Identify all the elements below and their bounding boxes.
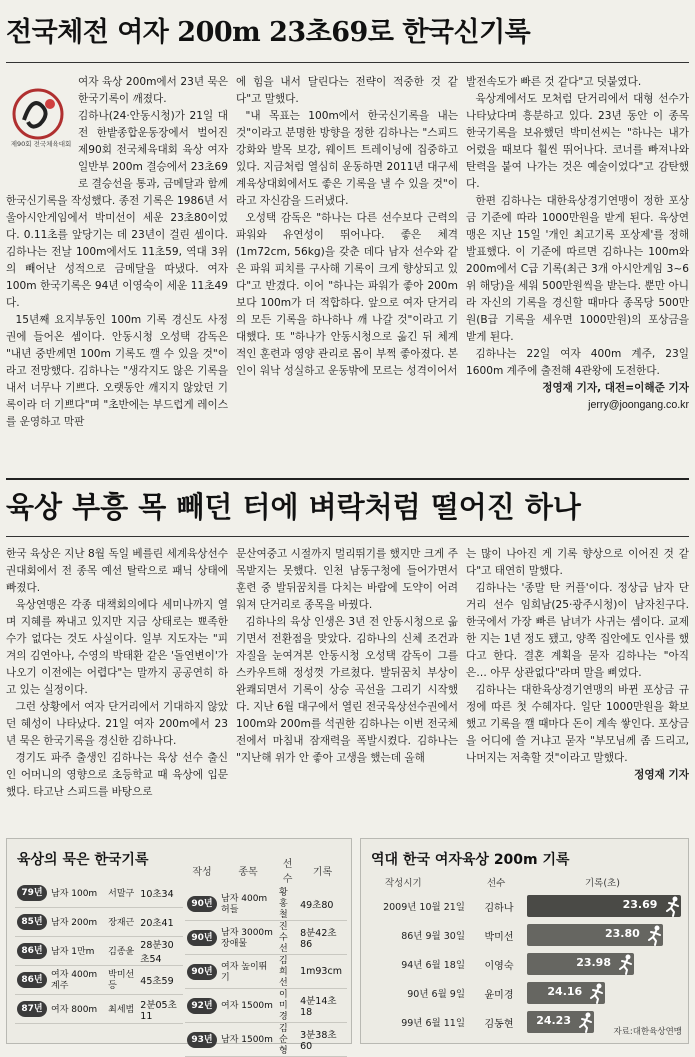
article1-col3 xyxy=(466,74,689,478)
article1-para: 육상계에서도 모처럼 단거리에서 대형 선수가 나타났다며 흥분하고 있다. 23년 동안 이 종목 한국기록을 보유했던 박미선씨는 "하나는 내가 어렸을 때보다 훨씬 뛰어나다. 코너를 빠져나와 탄력을 붙여 나가는 것은 예술이었다"고 감탄했다. xyxy=(466,93,689,190)
record-row xyxy=(15,966,183,995)
runner-icon xyxy=(589,982,605,1004)
record-value: 4분14초18 xyxy=(300,996,337,1018)
chart-source: 자료:대한육상연맹 xyxy=(613,1027,682,1037)
article2-col3 xyxy=(466,546,689,830)
article2-headline: 육상 부흥 목 빼던 터에 벼락처럼 떨어진 하나 xyxy=(6,490,581,524)
record-year-badge-cell xyxy=(15,995,49,1024)
article2-para: 김하나의 육상 인생은 3년 전 안동시청으로 옮기면서 전환점을 맞았다. 김하나의 신체 조건과 자질을 눈여겨본 안동시청 오성택 감독이 그를 스카우트해 정성껏 가르쳤다. 발뒤꿈치 부상이 완쾌되면서 기록이 상승 곡선을 그리기 시작했다. 지난 6월 대구에서 열린 전국육상선수권에서 100m와 200m를 석권한 김하나는 이번 전국체전에서 마침내 잠재력을 폭발시켰다. 김하나는 "지난해 위가 안 좋아 고생을 했는데 올해 xyxy=(236,616,458,764)
record-year-badge-cell xyxy=(15,879,49,908)
record-event: 남자 1만m xyxy=(51,946,95,957)
chart-row xyxy=(369,982,680,1004)
record-athlete: 김종윤 xyxy=(108,946,135,957)
chart-row xyxy=(369,895,680,917)
runner-icon xyxy=(647,924,663,946)
article1-para: 에 힘을 내서 달린다는 전략이 적중한 것 같다"고 말했다. xyxy=(236,76,458,105)
record-athlete: 김순형 xyxy=(278,1024,288,1056)
record-event-cell xyxy=(49,995,106,1024)
article1-para: 오성택 감독은 "하나는 다른 선수보다 근력의 파워와 유연성이 뛰어나다. 좋은 체격(1m72cm, 56kg)을 갖춘 데다 남자 선수와 같은 파워 피치를 구사해 기록이 크게 향상되고 있다"고 반겼다. 이어 "하나는 파워가 좋아 200m보다 100m가 더 적합하다. 앞으로 여자 단거리의 모든 기록을 하나하나 깨 나갈 것"이라고 기대했다. 또 "하나가 안동시청으로 옮긴 뒤 체계적인 훈련과 영양 관리로 몸이 부쩍 좋아졌다. 본인이 워낙 성실하고 운동밖에 모르는 성격이어서 xyxy=(236,212,458,377)
record-value: 28분30초54 xyxy=(140,940,174,965)
chart-value-label: 23.80 xyxy=(605,927,640,940)
record-year-badge-cell xyxy=(185,1023,219,1057)
article1-para: 15년째 요지부동인 100m 기록 경신도 사정권에 들어온 셈이다. 안동시청 오성택 감독은 "내년 중반께면 100m 기록도 깰 수 있을 것"이라고 전망했다. 김하나는 "생각지도 않은 기록을 내서 너무나 기쁘다. 오랫동안 깨지지 않았던 기록이라 더 기쁘다"며 "초반에는 부드럽게 레이스를 운영하고 막판 xyxy=(6,314,228,428)
record-row xyxy=(185,1023,347,1057)
chart-value-label: 23.98 xyxy=(576,956,611,969)
article2-para: 그런 상황에서 여자 단거리에서 기대하지 않았던 혜성이 나타났다. 21일 여자 200m에서 23년 묵은 한국기록을 경신한 김하나다. xyxy=(6,701,228,747)
article1-email[interactable]: jerry@joongang.co.kr xyxy=(588,399,689,411)
record-value: 3분38초60 xyxy=(300,1030,337,1052)
record-year-badge-cell xyxy=(185,887,219,921)
chart-col-record: 기록(초) xyxy=(585,878,620,889)
record-event-cell xyxy=(49,908,106,937)
record-event-cell xyxy=(219,955,277,989)
record-event: 여자 800m xyxy=(51,1004,98,1015)
chart-category-label: 94년 6월 18일 xyxy=(401,960,465,971)
chart-athlete-label: 김동현 xyxy=(484,1019,514,1030)
record-year-badge: 90년 xyxy=(187,930,217,946)
record-value-cell xyxy=(298,989,347,1023)
record-event: 남자 1500m xyxy=(221,1035,273,1045)
article1-para: 김하나는 22일 여자 400m 계주, 23일 1600m 계주에 출전해 4관왕에 도전한다. xyxy=(466,348,689,377)
article2-para: 는 많이 나아진 게 기록 향상으로 이어진 것 같다"고 태연히 말했다. xyxy=(466,548,689,577)
article2-para: 경기도 파주 출생인 김하나는 육상 선수 출신인 어머니의 영향으로 초등학교 때 육상에 입문했다. 타고난 스피드를 바탕으로 xyxy=(6,752,228,798)
record-event-cell xyxy=(49,937,106,966)
article2-col1 xyxy=(6,546,228,830)
record-value: 1m93cm xyxy=(300,966,342,977)
record-row xyxy=(185,921,347,955)
record-year-badge: 92년 xyxy=(187,998,217,1014)
record-athlete-cell xyxy=(277,1023,298,1057)
article1-para: 김하나(24·안동시청)가 21일 대전 한밭종합운동장에서 벌어진 제90회 전국체육대회 육상 여자 일반부 200m 결승에서 23초69로 결승선을 통과, 금메달과 함께 한국신기록을 작성했다. 종전 기록은 1986년 서울아시안게임에서 박미선이 세운 23초80이었다. 0.11초를 앞당기는 데 23년이 걸린 셈이다. 김하나는 전날 100m에서도 11초59, 역대 3위의 빼어난 성적으로 금메달을 따냈다. 여자 100m 한국기록은 94년 이영숙이 세운 11초49다. xyxy=(6,110,228,309)
chart-bar xyxy=(527,924,663,946)
record-event-cell xyxy=(219,921,277,955)
record-athlete: 최세범 xyxy=(108,1004,135,1015)
record-value-cell xyxy=(138,908,183,937)
record-value: 2분05초11 xyxy=(140,999,177,1022)
article2-para: 문산여중고 시절까지 멀리뛰기를 했지만 크게 주목받지는 못했다. 인천 남동구청에 들어가면서 훈련 중 발뒤꿈치를 다치는 바람에 도약이 어려워져 단거리로 종목을 바꿨다. xyxy=(236,548,458,611)
headline-rule xyxy=(6,62,689,63)
article1-lead: 여자 육상 200m에서 23년 묵은 한국기록이 깨졌다. xyxy=(78,76,228,105)
col-header-event: 종목 xyxy=(238,866,258,878)
record-athlete: 장재근 xyxy=(108,917,135,928)
article2-para: 김하나는 '종말 탄 커플'이다. 정상급 남자 단거리 선수 임희남(25·광주시청)이 남자친구다. 한국에서 가장 빠른 남녀가 사귀는 셈이다. 교제한 지는 1년 정도 됐고, 양쪽 집안에도 인사를 했다고 한다. 결혼 계획을 묻자 김하나는 "아직은… 아무 상관없다"라며 말을 삐었다. xyxy=(466,582,689,679)
record-athlete-cell xyxy=(106,879,138,908)
record-row xyxy=(185,887,347,921)
record-value-cell xyxy=(138,937,183,966)
chart-value-label: 24.23 xyxy=(536,1014,571,1027)
record-athlete: 진수선 xyxy=(278,922,288,954)
records-box xyxy=(6,838,352,1056)
record-event-cell xyxy=(49,966,106,995)
article2-para: 한국 육상은 지난 8월 독일 베를린 세계육상선수권대회에서 전 종목 예선 탈락으로 패닉 상태에 빠졌다. xyxy=(6,548,228,594)
record-event-cell xyxy=(219,887,277,921)
record-year-badge: 93년 xyxy=(187,1032,217,1048)
record-event: 여자 400m 계주 xyxy=(51,970,98,991)
chart-bar xyxy=(527,895,681,917)
record-year-badge: 90년 xyxy=(187,896,217,912)
chart-athlete-label: 박미선 xyxy=(484,932,514,943)
record-value-cell xyxy=(138,966,183,995)
record-year-badge-cell xyxy=(15,908,49,937)
chart-col-athlete: 선수 xyxy=(487,878,506,889)
chart-athlete-label: 이영숙 xyxy=(484,961,514,972)
records-table-right xyxy=(185,853,347,1057)
record-athlete-cell xyxy=(106,937,138,966)
logo-caption: 제90회 전국체육대회 xyxy=(10,140,72,148)
record-year-badge: 87년 xyxy=(17,1001,47,1017)
record-row xyxy=(15,995,183,1024)
record-value: 49초80 xyxy=(300,899,334,911)
chart-category-label: 86년 9월 30일 xyxy=(401,931,465,942)
article1-headline: 전국체전 여자 200m 23초69로 한국신기록 xyxy=(6,17,531,48)
record-year-badge: 86년 xyxy=(17,972,47,988)
records-table-left xyxy=(15,879,183,1024)
record-value-cell xyxy=(138,995,183,1024)
record-value-cell xyxy=(298,921,347,955)
record-value: 8분42초86 xyxy=(300,928,337,950)
record-athlete: 황홍철 xyxy=(278,888,288,920)
record-row xyxy=(185,955,347,989)
article1-para: 한편 김하나는 대한육상경기연맹이 정한 포상금 기준에 따라 1000만원을 받게 된다. 육상연맹은 지난 15일 '개인 최고기록 포상제'를 정해 발표했다. 이 기준에 따르면 김하나는 100m와 200m에서 C급 기록(최근 3개 아시안게임 3~6위 해당)을 세워 500만원씩을 받는다. 뿐만 아니라 자신의 기록을 경신할 때마다 종목당 500만원(B급 기록을 세우면 1000만원)의 포상금을 받게 된다. xyxy=(466,195,689,343)
chart-athlete-label: 김하나 xyxy=(484,903,514,914)
record-event-cell xyxy=(219,989,277,1023)
runner-icon xyxy=(618,953,634,975)
record-value-cell xyxy=(138,879,183,908)
article1-para: "내 목표는 100m에서 한국신기록을 내는 것"이라고 분명한 방향을 정한 김하나는 "스피드 강화와 발목 보강, 웨이트 트레이닝에 집중하고 있다. 지금처럼 열심히 운동하면 2011년 대구세계육상대회에서도 좋은 기록을 낼 수 있을 것"이라고 자신감을 드러냈다. xyxy=(236,110,458,207)
record-athlete-cell xyxy=(277,887,298,921)
record-value-cell xyxy=(298,955,347,989)
record-value: 10초34 xyxy=(140,889,174,900)
record-athlete: 이미경 xyxy=(278,990,288,1022)
record-year-badge-cell xyxy=(185,955,219,989)
chart-row xyxy=(369,953,680,975)
record-year-badge-cell xyxy=(185,921,219,955)
chart-title: 역대 한국 여자육상 200m 기록 xyxy=(371,852,570,868)
record-athlete: 서말구 xyxy=(108,888,135,899)
record-year-badge-cell xyxy=(185,989,219,1023)
section-divider xyxy=(6,478,689,480)
record-athlete-cell xyxy=(106,908,138,937)
record-year-badge-cell xyxy=(15,966,49,995)
article2-col2 xyxy=(236,546,458,830)
record-event: 여자 1500m xyxy=(221,1001,273,1011)
record-row xyxy=(185,989,347,1023)
record-athlete-cell xyxy=(106,966,138,995)
info-boxes xyxy=(6,838,689,1056)
record-event-cell xyxy=(219,1023,277,1057)
record-athlete: 박미선 등 xyxy=(108,970,135,991)
record-row xyxy=(15,937,183,966)
chart-box xyxy=(360,838,689,1044)
record-event: 남자 200m xyxy=(51,917,98,928)
article1-para: 발전속도가 빠른 것 같다"고 덧붙였다. xyxy=(466,76,642,88)
chart-value-label: 24.16 xyxy=(547,985,583,998)
record-athlete-cell xyxy=(277,921,298,955)
record-value-cell xyxy=(298,1023,347,1057)
record-event: 여자 높이뛰기 xyxy=(221,961,268,983)
runner-icon xyxy=(578,1011,594,1033)
chart-athlete-label: 윤미경 xyxy=(484,990,514,1001)
record-year-badge: 85년 xyxy=(17,914,47,930)
record-event: 남자 100m xyxy=(51,888,98,899)
record-row xyxy=(15,908,183,937)
record-event-cell xyxy=(49,879,106,908)
record-athlete-cell xyxy=(277,989,298,1023)
col-header-year: 작성 xyxy=(192,866,212,878)
chart-col-date: 작성시기 xyxy=(385,878,422,889)
record-athlete: 김희선 xyxy=(278,956,288,988)
headline-rule xyxy=(6,536,689,537)
record-value-cell xyxy=(298,887,347,921)
chart-value-label: 23.69 xyxy=(622,898,658,911)
record-year-badge: 79년 xyxy=(17,885,47,901)
record-athlete-cell xyxy=(106,995,138,1024)
records-box-title: 육상의 묵은 한국기록 xyxy=(17,852,149,868)
record-event: 남자 3000m 장애물 xyxy=(221,927,273,949)
record-value: 45초59 xyxy=(140,976,174,987)
record-row xyxy=(15,879,183,908)
chart-category-label: 99년 6월 11일 xyxy=(401,1018,465,1029)
article2-byline: 정영재 기자 xyxy=(634,769,689,781)
col-header-record: 기록 xyxy=(312,866,333,878)
record-event: 남자 400m 허들 xyxy=(221,893,268,915)
record-year-badge-cell xyxy=(15,937,49,966)
article1-col2 xyxy=(236,74,458,478)
record-value: 20초41 xyxy=(140,918,174,929)
article1-col1 xyxy=(6,108,228,480)
chart-category-label: 90년 6월 9일 xyxy=(407,989,465,1000)
chart-category-label: 2009년 10월 21일 xyxy=(383,902,465,913)
runner-icon xyxy=(665,895,681,917)
record-year-badge: 90년 xyxy=(187,964,217,980)
record-year-badge: 86년 xyxy=(17,943,47,959)
record-athlete-cell xyxy=(277,955,298,989)
col-header-athlete: 선수 xyxy=(282,859,293,885)
article1-byline: 정영재 기자, 대전=이해준 기자 xyxy=(542,382,689,394)
chart-row xyxy=(369,924,680,946)
article2-para: 김하나는 대한육상경기연맹의 바뀐 포상금 규정에 따른 첫 수혜자다. 일단 1000만원을 확보했고 기록을 깰 때마다 돈이 계속 쌓인다. 포상금을 어디에 쓸 거냐고 묻자 "부모님께 좀 드리고, 나머지는 저축할 것"이라고 말했다. xyxy=(466,684,689,764)
article2-para: 육상연맹은 각종 대책회의에다 세미나까지 열며 지혜를 짜내고 있지만 지금 상태로는 뾰족한 수가 없다는 것도 사실이다. 일부 지도자는 "피겨의 김연아나, 수영의 박태환 같은 '돌연변이'가 나오기 이전에는 어렵다"는 말까지 공공연히 하고 있는 실정이다. xyxy=(6,599,228,696)
